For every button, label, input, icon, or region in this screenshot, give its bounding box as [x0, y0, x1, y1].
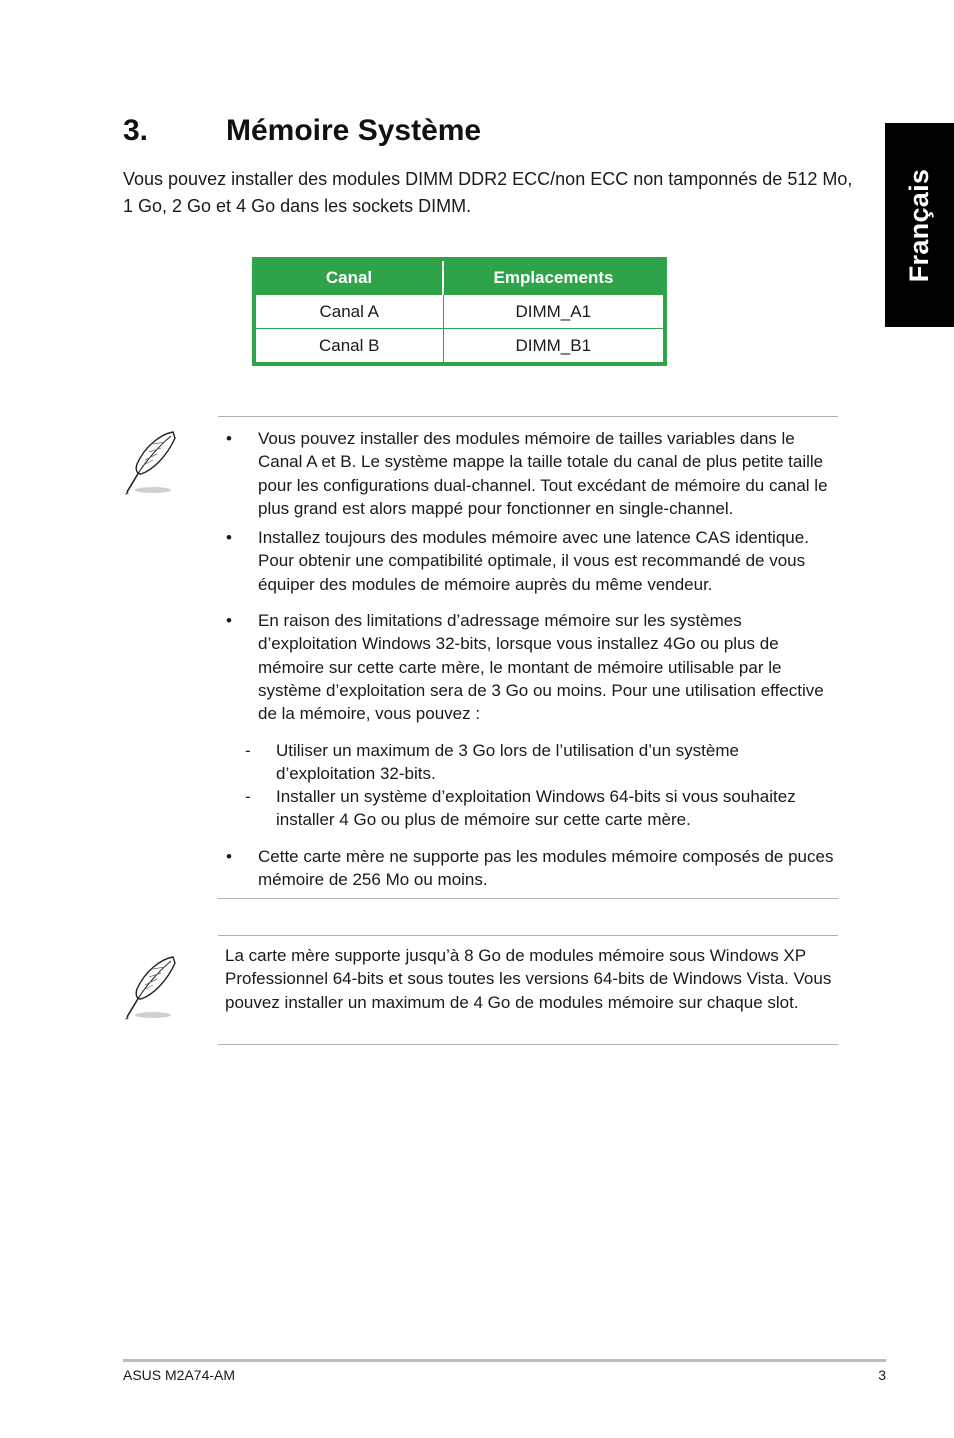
- dash-marker: -: [245, 787, 251, 806]
- table-cell-channel: Canal B: [254, 329, 443, 365]
- bullet-text: En raison des limitations d’adressage mémoire sur les systèmes d’exploitation Windows 32-bits, lorsque vous installez 4Go ou plus de mémoire sur cette carte mère, le montant de mémoire utilisable par le système d’exploitation sera de 3 Go ou moins. Pour une utilisation effective de la mémoire, vous pouvez :: [258, 611, 824, 724]
- table-cell-slot: DIMM_B1: [443, 329, 665, 365]
- note-text: La carte mère supporte jusqu’à 8 Go de modules mémoire sous Windows XP Professionnel 64-bits et sous toutes les versions 64-bits de Windows Vista. Vous pouvez installer un maximum de 4 Go de modules mémoire sur chaque slot.: [225, 946, 832, 1012]
- header-emplacements: Emplacements: [443, 259, 665, 295]
- table-cell-channel: Canal A: [254, 295, 443, 329]
- header-canal: Canal: [254, 259, 443, 295]
- page-number: 3: [878, 1367, 886, 1383]
- language-tab-label: Français: [904, 168, 934, 282]
- feather-pen-icon: [123, 953, 179, 1023]
- footer-divider: [123, 1359, 886, 1362]
- note-box-max-memory: [218, 935, 838, 1045]
- dash-marker: -: [245, 741, 251, 760]
- dimm-channel-table: [252, 257, 667, 366]
- bullet-marker: •: [226, 429, 232, 448]
- section-number: 3.: [123, 114, 149, 147]
- table-row: [254, 295, 665, 329]
- feather-pen-icon: [123, 428, 179, 498]
- bullet-text: Cette carte mère ne supporte pas les modules mémoire composés de puces mémoire de 256 Mo ou moins.: [258, 847, 834, 890]
- table-row: [254, 329, 665, 365]
- sub-item-text: Installer un système d’exploitation Windows 64-bits si vous souhaitez installer 4 Go ou plus de mémoire sur cette carte mère.: [276, 787, 796, 830]
- note-box-memory-info: [218, 416, 838, 899]
- table-cell-slot: DIMM_A1: [443, 295, 665, 329]
- bullet-marker: •: [226, 528, 232, 547]
- bullet-text: Vous pouvez installer des modules mémoire de tailles variables dans le Canal A et B. Le système mappe la taille totale du canal de plus petite taille pour les configurations dual-channel. Tout excédant de mémoire du canal le plus grand est alors mappé pour fonctionner en single-channel.: [258, 429, 828, 518]
- language-tab: [885, 123, 954, 327]
- section-title-text: Mémoire Système: [226, 114, 482, 147]
- footer-product-name: ASUS M2A74-AM: [123, 1367, 236, 1383]
- bullet-marker: •: [226, 847, 232, 866]
- sub-item-text: Utiliser un maximum de 3 Go lors de l’utilisation d’un système d’exploitation 32-bits.: [276, 741, 739, 784]
- section-title: [123, 114, 481, 148]
- intro-paragraph: Vous pouvez installer des modules DIMM DDR2 ECC/non ECC non tamponnés de 512 Mo, 1 Go, 2 Go et 4 Go dans les sockets DIMM.: [123, 169, 853, 216]
- bullet-marker: •: [226, 611, 232, 630]
- table-header-row: [254, 259, 665, 295]
- bullet-text: Installez toujours des modules mémoire avec une latence CAS identique. Pour obtenir une compatibilité optimale, il vous est recommandé de vous équiper des modules de mémoire auprès du même vendeur.: [258, 528, 809, 594]
